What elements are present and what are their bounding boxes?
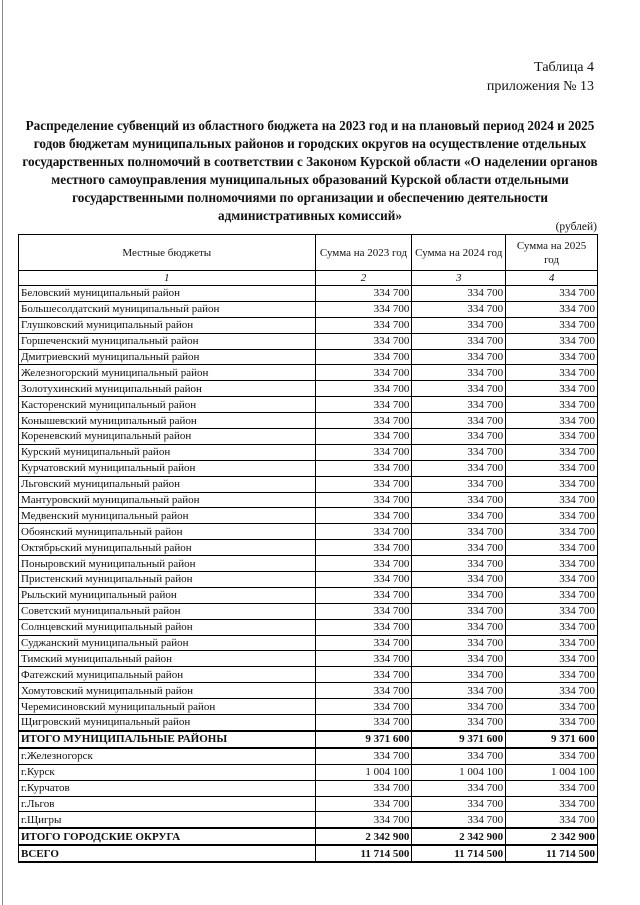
amount-2023: 9 371 600	[315, 731, 412, 748]
amount-2024: 334 700	[412, 572, 506, 588]
amount-2024: 334 700	[412, 286, 506, 302]
column-number: 1	[19, 271, 316, 286]
amount-2025: 334 700	[506, 780, 598, 796]
amount-2024: 334 700	[412, 540, 506, 556]
table-row	[19, 317, 598, 333]
amount-2025: 334 700	[506, 796, 598, 812]
amount-2024: 334 700	[412, 524, 506, 540]
table-row	[19, 365, 598, 381]
amount-2025: 334 700	[506, 651, 598, 667]
amount-2023: 334 700	[315, 651, 412, 667]
table-row	[19, 349, 598, 365]
amount-2024: 334 700	[412, 587, 506, 603]
budget-name: Большесолдатский муниципальный район	[19, 301, 316, 317]
amount-2025: 334 700	[506, 492, 598, 508]
table-row	[19, 460, 598, 476]
header-2025: Сумма на 2025 год	[506, 235, 598, 271]
budget-name: г.Курск	[19, 764, 316, 780]
table-row	[19, 683, 598, 699]
budget-name: Октябрьский муниципальный район	[19, 540, 316, 556]
amount-2025: 334 700	[506, 715, 598, 731]
table-row	[19, 508, 598, 524]
total-row	[19, 731, 598, 748]
scan-edge	[2, 0, 3, 905]
budget-name: Суджанский муниципальный район	[19, 635, 316, 651]
amount-2023: 334 700	[315, 317, 412, 333]
amount-2024: 334 700	[412, 603, 506, 619]
table-row	[19, 333, 598, 349]
amount-2024: 334 700	[412, 444, 506, 460]
amount-2024: 334 700	[412, 508, 506, 524]
amount-2023: 334 700	[315, 635, 412, 651]
amount-2025: 334 700	[506, 572, 598, 588]
budget-name: Дмитриевский муниципальный район	[19, 349, 316, 365]
table-caption: Таблица 4	[534, 60, 594, 75]
amount-2023: 334 700	[315, 683, 412, 699]
budget-name: ВСЕГО	[19, 845, 316, 862]
amount-2023: 334 700	[315, 540, 412, 556]
amount-2023: 334 700	[315, 413, 412, 429]
amount-2024: 334 700	[412, 812, 506, 828]
table-row	[19, 715, 598, 731]
amount-2024: 334 700	[412, 780, 506, 796]
header-2023: Сумма на 2023 год	[315, 235, 412, 271]
document-title: Распределение субвенций из областного бюджета на 2023 год и на плановый период 2024 и 2025 годов бюджетам муниципальных районов и городских округов на осуществление отдельных государственных полномочий в соответствии с Законом Курской области «О наделении органов местного самоуправления муниципальных образований Курской области отдельными государственными полномочиями по организации и обеспечению деятельности административных комиссий»	[22, 118, 598, 223]
amount-2023: 334 700	[315, 812, 412, 828]
amount-2025: 334 700	[506, 333, 598, 349]
amount-2025: 334 700	[506, 699, 598, 715]
amount-2025: 334 700	[506, 429, 598, 445]
appendix-caption: приложения № 13	[486, 79, 594, 94]
table-row	[19, 492, 598, 508]
table-row	[19, 301, 598, 317]
budget-name: Обоянский муниципальный район	[19, 524, 316, 540]
table-body	[19, 286, 598, 863]
budget-name: Глушковский муниципальный район	[19, 317, 316, 333]
amount-2023: 2 342 900	[315, 828, 412, 845]
table-row	[19, 444, 598, 460]
amount-2025: 334 700	[506, 667, 598, 683]
table-row	[19, 699, 598, 715]
amount-2025: 334 700	[506, 413, 598, 429]
amount-2024: 334 700	[412, 460, 506, 476]
amount-2025: 334 700	[506, 508, 598, 524]
budget-name: Горшеченский муниципальный район	[19, 333, 316, 349]
total-row	[19, 845, 598, 862]
amount-2024: 334 700	[412, 476, 506, 492]
amount-2024: 334 700	[412, 619, 506, 635]
budget-name: Курчатовский муниципальный район	[19, 460, 316, 476]
amount-2023: 334 700	[315, 460, 412, 476]
table-row	[19, 667, 598, 683]
amount-2025: 2 342 900	[506, 828, 598, 845]
amount-2023: 334 700	[315, 286, 412, 302]
table-row	[19, 651, 598, 667]
table-row	[19, 381, 598, 397]
table-row	[19, 413, 598, 429]
table-row	[19, 524, 598, 540]
amount-2024: 9 371 600	[412, 731, 506, 748]
table-row	[19, 796, 598, 812]
amount-2025: 334 700	[506, 540, 598, 556]
table-row	[19, 619, 598, 635]
amount-2024: 334 700	[412, 397, 506, 413]
amount-2023: 334 700	[315, 365, 412, 381]
budget-name: Солнцевский муниципальный район	[19, 619, 316, 635]
budget-name: Льговский муниципальный район	[19, 476, 316, 492]
budget-name: Фатежский муниципальный район	[19, 667, 316, 683]
column-number-row	[19, 271, 598, 286]
budget-name: г.Курчатов	[19, 780, 316, 796]
budget-name: Курский муниципальный район	[19, 444, 316, 460]
budget-name: Черемисиновский муниципальный район	[19, 699, 316, 715]
amount-2023: 334 700	[315, 429, 412, 445]
budget-name: ИТОГО МУНИЦИПАЛЬНЫЕ РАЙОНЫ	[19, 731, 316, 748]
amount-2023: 334 700	[315, 667, 412, 683]
amount-2025: 334 700	[506, 748, 598, 764]
amount-2025: 11 714 500	[506, 845, 598, 862]
table-row	[19, 397, 598, 413]
amount-2025: 334 700	[506, 397, 598, 413]
amount-2025: 334 700	[506, 556, 598, 572]
amount-2024: 334 700	[412, 635, 506, 651]
table-row	[19, 587, 598, 603]
header-2024: Сумма на 2024 год	[412, 235, 506, 271]
amount-2023: 334 700	[315, 397, 412, 413]
amount-2023: 334 700	[315, 587, 412, 603]
amount-2023: 334 700	[315, 492, 412, 508]
amount-2025: 334 700	[506, 317, 598, 333]
amount-2024: 334 700	[412, 317, 506, 333]
column-number: 3	[412, 271, 506, 286]
amount-2024: 334 700	[412, 748, 506, 764]
amount-2023: 334 700	[315, 301, 412, 317]
amount-2025: 9 371 600	[506, 731, 598, 748]
amount-2023: 334 700	[315, 619, 412, 635]
amount-2023: 334 700	[315, 572, 412, 588]
amount-2024: 334 700	[412, 683, 506, 699]
amount-2024: 334 700	[412, 429, 506, 445]
column-number: 4	[506, 271, 598, 286]
amount-2024: 334 700	[412, 381, 506, 397]
amount-2023: 334 700	[315, 603, 412, 619]
amount-2025: 334 700	[506, 365, 598, 381]
budget-name: Беловский муниципальный район	[19, 286, 316, 302]
table-row	[19, 635, 598, 651]
amount-2023: 334 700	[315, 715, 412, 731]
amount-2023: 334 700	[315, 333, 412, 349]
budget-name: Конышевский муниципальный район	[19, 413, 316, 429]
amount-2024: 11 714 500	[412, 845, 506, 862]
unit-label: (рублей)	[555, 221, 597, 233]
header-local-budgets: Местные бюджеты	[19, 235, 316, 271]
column-number: 2	[315, 271, 412, 286]
table-row	[19, 572, 598, 588]
amount-2025: 334 700	[506, 444, 598, 460]
budget-name: г.Щигры	[19, 812, 316, 828]
amount-2024: 334 700	[412, 699, 506, 715]
amount-2025: 334 700	[506, 460, 598, 476]
amount-2023: 334 700	[315, 748, 412, 764]
amount-2025: 334 700	[506, 619, 598, 635]
budget-name: Медвенский муниципальный район	[19, 508, 316, 524]
amount-2023: 334 700	[315, 556, 412, 572]
budget-name: Пристенский муниципальный район	[19, 572, 316, 588]
amount-2024: 334 700	[412, 715, 506, 731]
amount-2025: 334 700	[506, 349, 598, 365]
budget-name: Тимский муниципальный район	[19, 651, 316, 667]
amount-2024: 334 700	[412, 651, 506, 667]
amount-2024: 334 700	[412, 413, 506, 429]
table-row	[19, 556, 598, 572]
amount-2025: 334 700	[506, 301, 598, 317]
amount-2023: 334 700	[315, 508, 412, 524]
table-row	[19, 540, 598, 556]
budget-name: Железногорский муниципальный район	[19, 365, 316, 381]
budget-name: ИТОГО ГОРОДСКИЕ ОКРУГА	[19, 828, 316, 845]
amount-2023: 334 700	[315, 381, 412, 397]
amount-2023: 11 714 500	[315, 845, 412, 862]
amount-2024: 1 004 100	[412, 764, 506, 780]
budget-name: Щигровский муниципальный район	[19, 715, 316, 731]
amount-2025: 334 700	[506, 587, 598, 603]
header-row	[19, 235, 598, 271]
amount-2025: 334 700	[506, 683, 598, 699]
amount-2024: 334 700	[412, 667, 506, 683]
amount-2025: 1 004 100	[506, 764, 598, 780]
total-row	[19, 828, 598, 845]
amount-2025: 334 700	[506, 476, 598, 492]
table-row	[19, 476, 598, 492]
subsidy-table	[18, 234, 598, 863]
amount-2024: 334 700	[412, 556, 506, 572]
amount-2025: 334 700	[506, 524, 598, 540]
amount-2023: 334 700	[315, 699, 412, 715]
budget-name: Касторенский муниципальный район	[19, 397, 316, 413]
amount-2024: 334 700	[412, 333, 506, 349]
amount-2025: 334 700	[506, 812, 598, 828]
amount-2023: 1 004 100	[315, 764, 412, 780]
table-row	[19, 812, 598, 828]
table-row	[19, 748, 598, 764]
budget-name: г.Железногорск	[19, 748, 316, 764]
table-row	[19, 780, 598, 796]
budget-name: Рыльский муниципальный район	[19, 587, 316, 603]
amount-2025: 334 700	[506, 381, 598, 397]
budget-name: Мантуровский муниципальный район	[19, 492, 316, 508]
amount-2025: 334 700	[506, 635, 598, 651]
table-row	[19, 764, 598, 780]
amount-2024: 334 700	[412, 796, 506, 812]
table-row	[19, 286, 598, 302]
amount-2024: 334 700	[412, 349, 506, 365]
amount-2025: 334 700	[506, 286, 598, 302]
amount-2025: 334 700	[506, 603, 598, 619]
table-row	[19, 603, 598, 619]
amount-2023: 334 700	[315, 444, 412, 460]
amount-2024: 2 342 900	[412, 828, 506, 845]
budget-name: Золотухинский муниципальный район	[19, 381, 316, 397]
amount-2023: 334 700	[315, 349, 412, 365]
amount-2023: 334 700	[315, 524, 412, 540]
table-row	[19, 429, 598, 445]
amount-2023: 334 700	[315, 796, 412, 812]
amount-2024: 334 700	[412, 492, 506, 508]
budget-name: Поныровский муниципальный район	[19, 556, 316, 572]
budget-name: Хомутовский муниципальный район	[19, 683, 316, 699]
budget-name: Кореневский муниципальный район	[19, 429, 316, 445]
budget-name: г.Льгов	[19, 796, 316, 812]
amount-2023: 334 700	[315, 780, 412, 796]
amount-2023: 334 700	[315, 476, 412, 492]
amount-2024: 334 700	[412, 365, 506, 381]
budget-name: Советский муниципальный район	[19, 603, 316, 619]
amount-2024: 334 700	[412, 301, 506, 317]
